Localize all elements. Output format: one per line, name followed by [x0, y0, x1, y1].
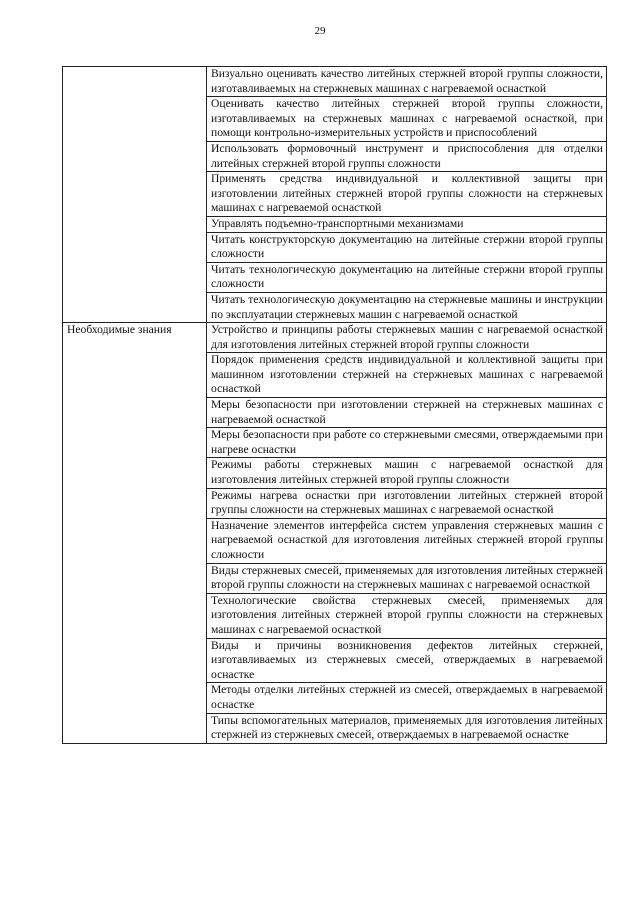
requirement-cell: Виды и причины возникновения дефектов литейных стержней, изготавливаемых из стержневых смесей, отверждаемых в нагреваемой оснастке	[207, 638, 607, 683]
requirement-cell: Использовать формовочный инструмент и приспособления для отделки литейных стержней второй группы сложности	[207, 141, 607, 171]
requirement-cell: Порядок применения средств индивидуальной и коллективной защиты при машинном изготовлении стержней на стержневых машинах с нагреваемой оснасткой	[207, 353, 607, 398]
requirement-cell: Устройство и принципы работы стержневых машин с нагреваемой оснасткой для изготовления литейных стержней второй группы сложности	[207, 323, 607, 353]
requirement-cell: Назначение элементов интерфейса систем управления стержневых машин с нагреваемой оснасткой для изготовления литейных стержней второй группы сложности	[207, 518, 607, 563]
requirement-cell: Методы отделки литейных стержней из смесей, отверждаемых в нагреваемой оснастке	[207, 683, 607, 713]
requirement-cell: Режимы работы стержневых машин с нагреваемой оснасткой для изготовления литейных стержней второй группы сложности	[207, 458, 607, 488]
requirement-cell: Типы вспомогательных материалов, применяемых для изготовления литейных стержней из стержневых смесей, отверждаемых в нагреваемой оснастке	[207, 713, 607, 743]
category-cell	[63, 67, 207, 323]
table-row	[63, 323, 607, 353]
requirement-cell: Режимы нагрева оснастки при изготовлении литейных стержней второй группы сложности на стержневых машинах с нагреваемой оснасткой	[207, 488, 607, 518]
category-cell: Необходимые знания	[63, 323, 207, 744]
requirement-cell: Управлять подъемно-транспортными механизмами	[207, 216, 607, 232]
requirement-cell: Виды стержневых смесей, применяемых для изготовления литейных стержней второй группы сложности на стержневых машинах с нагреваемой оснасткой	[207, 563, 607, 593]
requirement-cell: Читать технологическую документацию на стержневые машины и инструкции по эксплуатации стержневых машин с нагреваемой оснасткой	[207, 292, 607, 322]
requirement-cell: Меры безопасности при изготовлении стержней на стержневых машинах с нагреваемой оснасткой	[207, 398, 607, 428]
requirement-cell: Меры безопасности при работе со стержневыми смесями, отверждаемыми при нагреве оснастки	[207, 428, 607, 458]
requirement-cell: Технологические свойства стержневых смесей, применяемых для изготовления литейных стержней второй группы сложности на стержневых машинах с нагреваемой оснасткой	[207, 593, 607, 638]
requirement-cell: Оценивать качество литейных стержней второй группы сложности, изготавливаемых на стержневых машинах с нагреваемой оснасткой, при помощи контрольно-измерительных устройств и приспособлений	[207, 97, 607, 142]
requirement-cell: Применять средства индивидуальной и коллективной защиты при изготовлении литейных стержней второй группы сложности на стержневых машинах с нагреваемой оснасткой	[207, 172, 607, 217]
requirements-table-body	[63, 67, 607, 744]
page-number: 29	[314, 25, 326, 37]
requirement-cell: Читать конструкторскую документацию на литейные стержни второй группы сложности	[207, 232, 607, 262]
requirement-cell: Визуально оценивать качество литейных стержней второй группы сложности, изготавливаемых на стержневых машинах с нагреваемой оснасткой	[207, 67, 607, 97]
requirement-cell: Читать технологическую документацию на литейные стержни второй группы сложности	[207, 262, 607, 292]
table-row	[63, 67, 607, 97]
requirements-table	[62, 66, 607, 744]
